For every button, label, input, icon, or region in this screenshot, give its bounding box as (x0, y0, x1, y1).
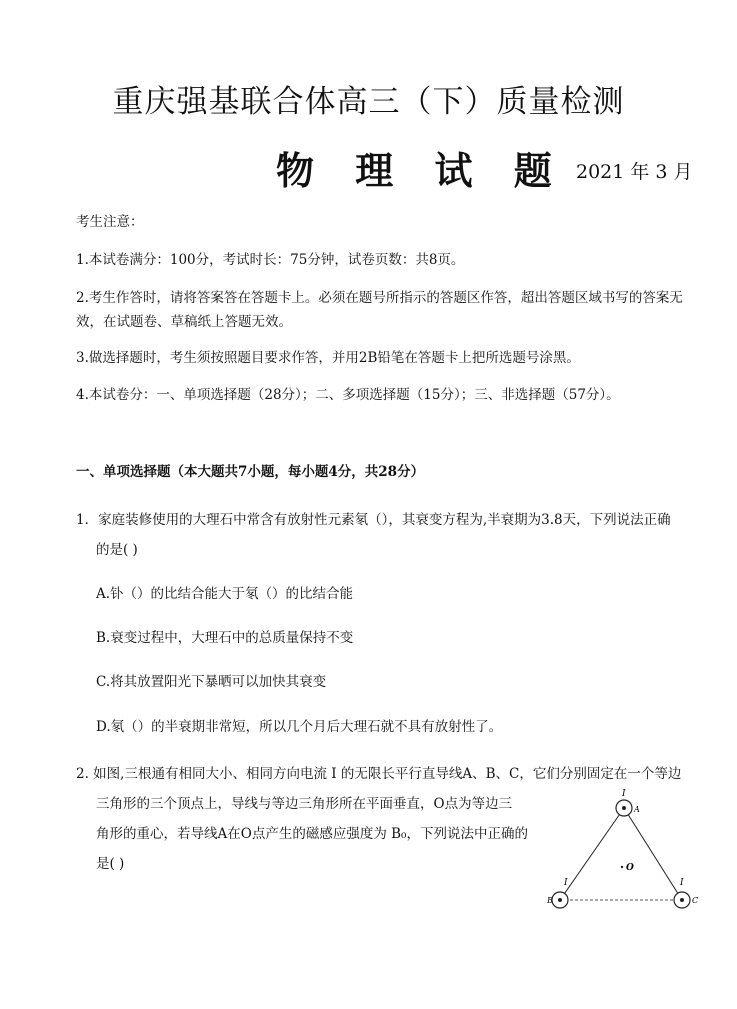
vertex-label-b: B (547, 896, 553, 905)
question-1-option-c: C.将其放置阳光下暴晒可以加快其衰变 (96, 674, 327, 690)
wire-b-current-dot (558, 898, 562, 902)
question-2-stem-cont: 角形的重心，若导线A在O点产生的磁感应强度为 B₀，下列说法中正确的 (96, 826, 528, 842)
vertex-label-a: A (634, 805, 640, 814)
question-1-option-d: D.氡（）的半衰期非常短，所以几个月后大理石就不具有放射性了。 (96, 719, 503, 735)
wire-a-current-dot (622, 806, 626, 810)
question-1-stem: 1．家庭装修使用的大理石中常含有放射性元素氡（），其衰变方程为,半衰期为3.8天，下列说法正确 (76, 512, 671, 528)
section-heading: 一、单项选择题（本大题共7小题，每小题4分，共28分） (76, 464, 425, 480)
question-1-stem-cont: 的是( ) (96, 542, 138, 558)
question-2-stem-cont: 是( ) (96, 856, 125, 872)
question-2-stem-cont: 三角形的三个顶点上，导线与等边三角形所在平面垂直，O点为等边三 (96, 796, 513, 812)
triangle-side-ac (624, 808, 682, 900)
notice-item: 2.考生作答时，请将答案答在答题卡上。必须在题号所指示的答题区作答，超出答题区域书写的答案无 (76, 290, 683, 306)
exam-title: 重庆强基联合体高三（下）质量检测 (112, 84, 625, 120)
vertex-label-c: C (692, 896, 699, 905)
question-1-option-a: A.钋（）的比结合能大于氡（）的比结合能 (96, 586, 354, 602)
centroid-point (621, 866, 623, 868)
triangle-side-ab (560, 808, 624, 900)
notice-item: 效，在试题卷、草稿纸上答题无效。 (76, 314, 292, 330)
notice-item: 3.做选择题时，考生须按照题目要求作答，并用2B铅笔在答题卡上把所选题号涂黑。 (76, 350, 580, 366)
notice-item: 4.本试卷分：一、单项选择题（28分）；二、多项选择题（15分）；三、非选择题（57分）。 (76, 387, 620, 403)
current-label-b: I (564, 878, 568, 888)
question-1-option-b: B.衰变过程中，大理石中的总质量保持不变 (96, 630, 354, 646)
notice-heading: 考生注意： (76, 214, 144, 230)
current-label-c: I (680, 878, 684, 888)
notice-item: 1.本试卷满分：100分，考试时长：75分钟，试卷页数：共8页。 (76, 252, 465, 268)
question-2-stem: 2. 如图,三根通有相同大小、相同方向电流 I 的无限长平行直导线A、B、C，它们分别固定在一个等边 (76, 766, 682, 782)
exam-date: 2021 年 3 月 (576, 161, 693, 183)
current-label-a: I (622, 789, 626, 799)
wire-c-current-dot (680, 898, 684, 902)
centroid-label: O (626, 863, 634, 873)
triangle-wires-diagram (544, 788, 714, 918)
subject-title: 物 理 试 题 (276, 148, 566, 193)
